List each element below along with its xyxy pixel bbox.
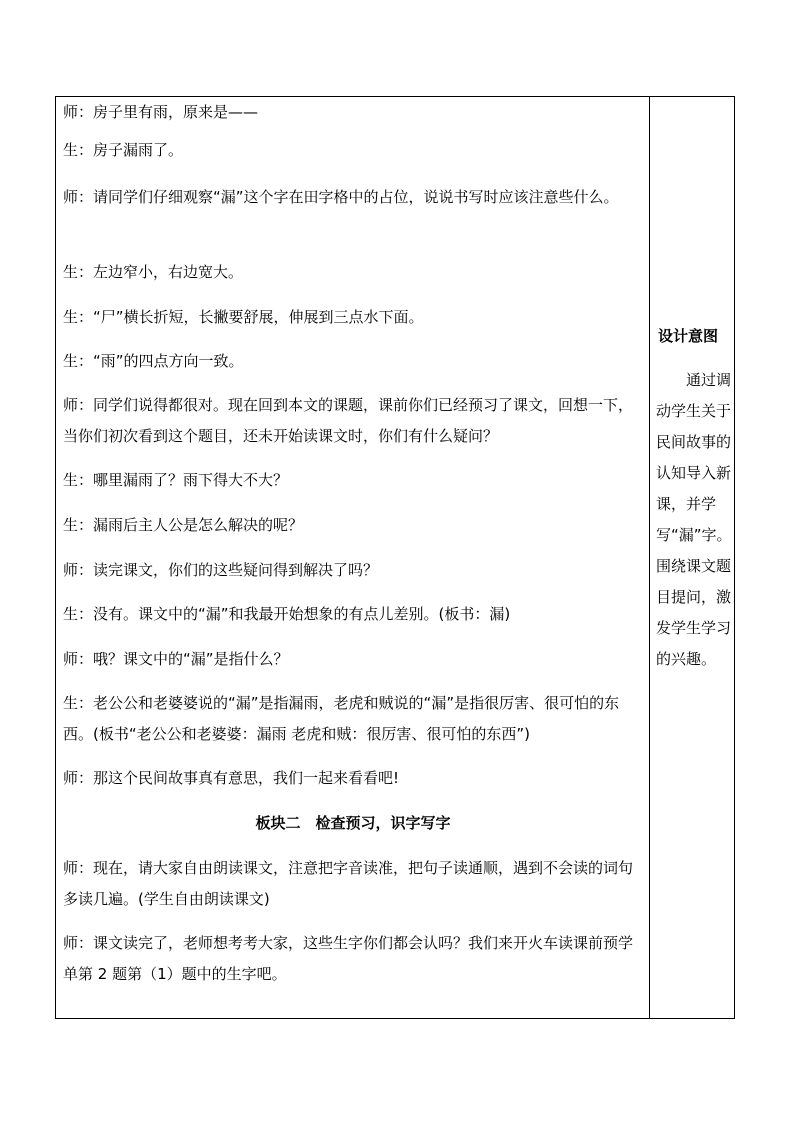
dialogue-line: 师：现在，请大家自由朗读课文，注意把字音读准，把句子读通顺，遇到不会读的词句多读几遍。(学生自由朗读课文): [63, 859, 634, 908]
dialogue-line: 生：没有。课文中的“漏”和我最开始想象的有点儿差别。(板书：漏): [63, 605, 511, 623]
design-intent-cell: [650, 97, 734, 1018]
dialogue-line: 生：哪里漏雨了？雨下得大不大？: [63, 471, 289, 489]
section-heading: 板块二 检查预习，识字写字: [255, 814, 451, 832]
dialogue-line: 师：课文读完了，老师想考考大家，这些生字你们都会认吗？我们来开火车读课前预学单第 2 题第（1）题中的生字吧。: [63, 934, 634, 983]
lesson-table: [55, 96, 735, 1019]
dialogue-line: 师：读完课文，你们的这些疑问得到解决了吗？: [63, 561, 379, 579]
dialogue-line: 生：漏雨后主人公是怎么解决的呢？: [63, 516, 304, 534]
dialogue-line: 生：“雨”的四点方向一致。: [63, 352, 244, 370]
dialogue-line: 师：同学们说得都很对。现在回到本文的课题，课前你们已经预习了课文，回想一下，当你们初次看到这个题目，还未开始读课文时，你们有什么疑问？: [63, 396, 634, 445]
dialogue-line: 生：左边窄小，右边宽大。: [63, 263, 244, 281]
dialogue-line: 生：“尸”横长折短，长撇要舒展，伸展到三点水下面。: [63, 308, 424, 326]
dialogue-line: 师：哦？课文中的“漏”是指什么？: [63, 650, 289, 668]
design-intent-text: 通过调动学生关于民间故事的认知导入新课，并学写“漏”字。围绕课文题目提问，激发学生学习的兴趣。: [656, 371, 732, 668]
design-intent-title: 设计意图: [658, 327, 719, 345]
dialogue-line: 生：房子漏雨了。: [63, 141, 184, 159]
dialogue-line: 师：房子里有雨，原来是——: [63, 103, 259, 121]
teaching-process-cell: [56, 97, 650, 1018]
dialogue-line: 师：那这个民间故事真有意思，我们一起来看看吧!: [63, 769, 400, 787]
dialogue-line: 师：请同学们仔细观察“漏”这个字在田字格中的占位，说说书写时应该注意些什么。: [63, 188, 619, 206]
dialogue-line: 生：老公公和老婆婆说的“漏”是指漏雨，老虎和贼说的“漏”是指很厉害、很可怕的东西。(板书“老公公和老婆婆：漏雨 老虎和贼：很厉害、很可怕的东西”): [63, 694, 620, 743]
